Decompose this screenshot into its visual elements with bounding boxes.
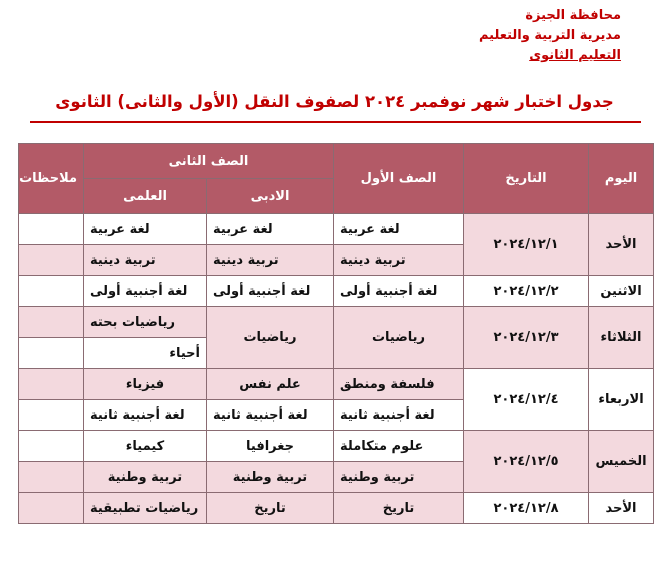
date-cell: ٢٠٢٤/١٢/١ [464,214,589,276]
header-scientific: العلمى [84,179,207,214]
directorate-label: مديرية التربية والتعليم [478,28,621,43]
date-cell: ٢٠٢٤/١٢/٨ [464,493,589,524]
notes-cell [19,400,84,431]
header-literary: الادبى [207,179,334,214]
page-title: جدول اختبار شهر نوفمبر ٢٠٢٤ لصفوف النقل (الأول والثانى) الثانوى [55,92,614,111]
grade1-subject: رياضيات [334,307,464,369]
header-day: اليوم [589,144,654,214]
date-cell: ٢٠٢٤/١٢/٢ [464,276,589,307]
literary-subject: علم نفس [207,369,334,400]
scientific-subject: لغة أجنبية ثانية [84,400,207,431]
notes-cell [19,431,84,462]
scientific-subject: لغة أجنبية أولى [84,276,207,307]
day-cell: الخميس [589,431,654,493]
grade1-subject: لغة أجنبية أولى [334,276,464,307]
grade1-subject: لغة عربية [334,214,464,245]
grade1-subject: علوم متكاملة [334,431,464,462]
literary-subject: تربية دينية [207,245,334,276]
grade1-subject: لغة أجنبية ثانية [334,400,464,431]
notes-cell [19,338,84,369]
notes-cell [19,307,84,338]
exam-schedule-table [18,143,654,524]
header-date: التاريخ [464,144,589,214]
day-cell: الثلاثاء [589,307,654,369]
governorate-label: محافظة الجيزة [525,8,621,23]
grade1-subject: تاريخ [334,493,464,524]
literary-subject: تاريخ [207,493,334,524]
header-grade2: الصف الثانى [84,144,334,179]
header-grade1: الصف الأول [334,144,464,214]
scientific-subject: رياضيات بحته [84,307,207,338]
document-header [479,6,621,66]
scientific-subject: فيزياء [84,369,207,400]
day-cell: الأحد [589,493,654,524]
scientific-subject: أحياء [84,338,207,369]
date-cell: ٢٠٢٤/١٢/٥ [464,431,589,493]
scientific-subject: تربية وطنية [84,462,207,493]
date-cell: ٢٠٢٤/١٢/٤ [464,369,589,431]
scientific-subject: لغة عربية [84,214,207,245]
date-cell: ٢٠٢٤/١٢/٣ [464,307,589,369]
grade1-subject: فلسفة ومنطق [334,369,464,400]
scientific-subject: كيمياء [84,431,207,462]
notes-cell [19,276,84,307]
literary-subject: لغة أجنبية ثانية [207,400,334,431]
literary-subject: لغة أجنبية أولى [207,276,334,307]
literary-subject: تربية وطنية [207,462,334,493]
notes-cell [19,245,84,276]
literary-subject: رياضيات [207,307,334,369]
grade1-subject: تربية وطنية [334,462,464,493]
notes-cell [19,462,84,493]
title-underline [30,121,641,123]
day-cell: الاثنين [589,276,654,307]
notes-cell [19,369,84,400]
department-label: التعليم الثانوى [529,48,621,63]
grade1-subject: تربية دينية [334,245,464,276]
scientific-subject: رياضيات تطبيقية [84,493,207,524]
notes-cell [19,214,84,245]
day-cell: الأحد [589,214,654,276]
literary-subject: جغرافيا [207,431,334,462]
scientific-subject: تربية دينية [84,245,207,276]
day-cell: الاربعاء [589,369,654,431]
header-notes: ملاحظات [19,144,84,214]
literary-subject: لغة عربية [207,214,334,245]
notes-cell [19,493,84,524]
